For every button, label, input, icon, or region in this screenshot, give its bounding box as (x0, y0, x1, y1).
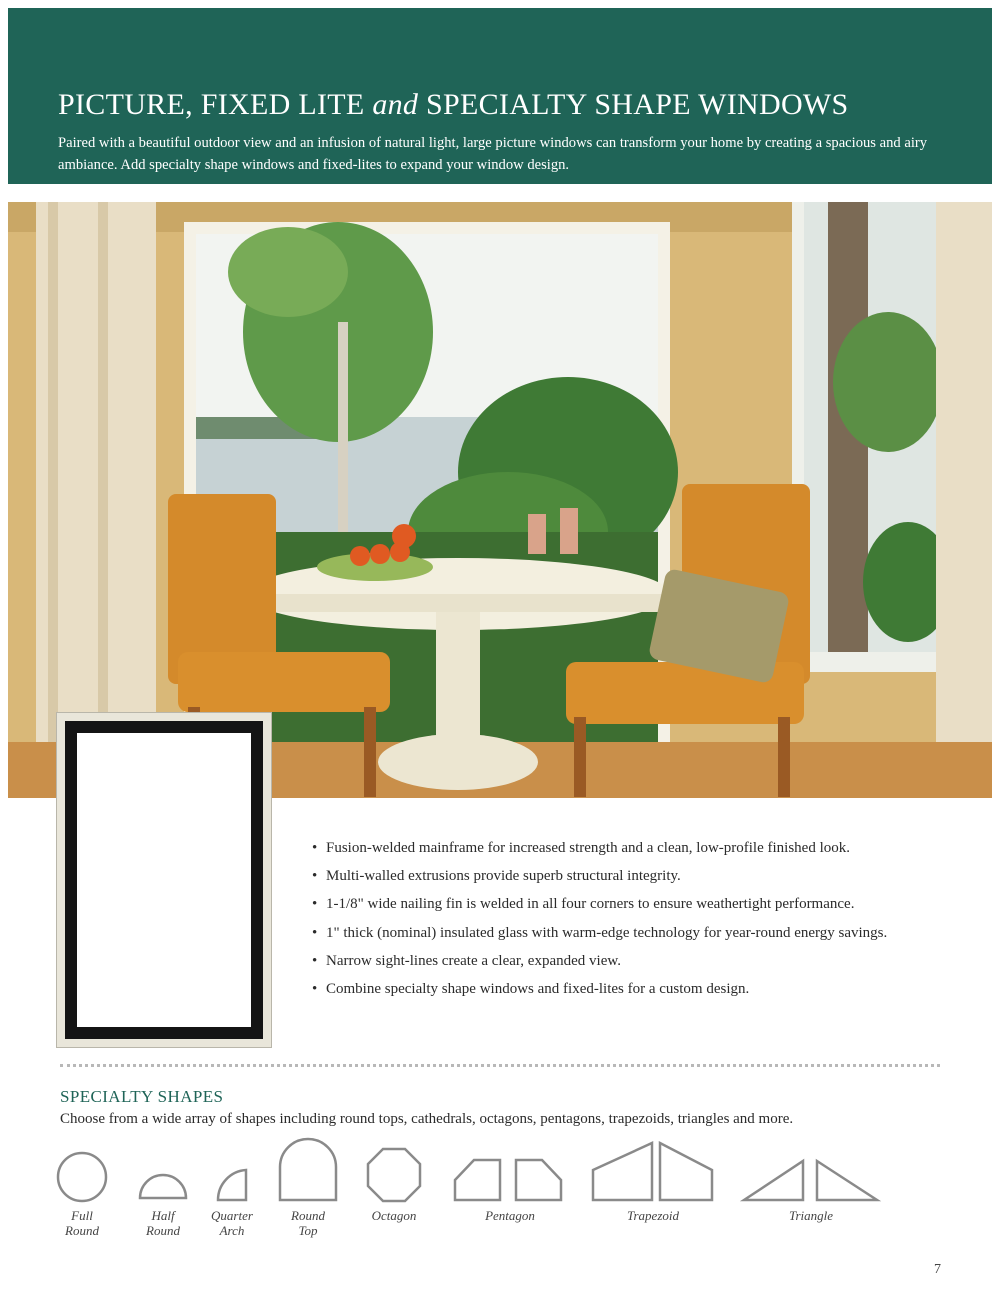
photo-illustration (8, 202, 992, 798)
shape-label-octagon (359, 1208, 429, 1223)
shape-label-half-round (133, 1208, 193, 1238)
quarter-arch-shape (218, 1170, 246, 1200)
feature-item: • Combine specialty shape windows and fixed-lites for a custom design. (312, 975, 887, 1003)
feature-item: • Multi-walled extrusions provide superb structural integrity. (312, 862, 887, 890)
feature-item: • Narrow sight-lines create a clear, expanded view. (312, 947, 887, 975)
page-title (58, 88, 849, 122)
half-round-shape (140, 1175, 186, 1198)
specialty-shapes-heading: SPECIALTY SHAPES (60, 1087, 224, 1106)
title-part-2: SPECIALTY SHAPE WINDOWS (418, 88, 849, 121)
shape-label-line: Arch (219, 1223, 245, 1238)
pentagon-shape-left (455, 1160, 500, 1200)
shape-label-line: Triangle (788, 1208, 834, 1223)
trapezoid-shape-right (660, 1143, 712, 1200)
shape-label-full-round (52, 1208, 112, 1238)
feature-item: • Fusion-welded mainframe for increased strength and a clean, low-profile finished look. (312, 834, 887, 862)
title-part-1: PICTURE, FIXED LITE (58, 88, 373, 121)
window-frame-sample (56, 712, 272, 1048)
round-top-shape (280, 1139, 336, 1200)
shape-label-line: Pentagon (485, 1208, 535, 1223)
triangle-shape-right (817, 1161, 877, 1200)
shape-label-line: Round (146, 1223, 180, 1238)
shape-label-trapezoid (613, 1208, 693, 1223)
shape-label-pentagon (470, 1208, 550, 1223)
dotted-divider (60, 1064, 940, 1067)
shape-label-line: Quarter (211, 1208, 253, 1223)
full-round-shape (58, 1153, 106, 1201)
shape-label-line: Top (298, 1223, 318, 1238)
intro-paragraph: Paired with a beautiful outdoor view and an infusion of natural light, large picture windows can transform your home by creating a spacious and airy ambiance. Add specialty shape windows and fixed-lites to expand your window design. (58, 135, 928, 173)
header-band (8, 8, 992, 184)
feature-item: • 1" thick (nominal) insulated glass with warm-edge technology for year-round energy savings. (312, 919, 887, 947)
feature-item: • 1-1/8" wide nailing fin is welded in all four corners to ensure weathertight performance. (312, 890, 887, 918)
feature-list (312, 834, 887, 1003)
shape-label-round-top (278, 1208, 338, 1238)
dining-room-photo (8, 202, 992, 798)
specialty-shapes-diagram (0, 1130, 1000, 1210)
window-frame-sample-glass (65, 721, 263, 1039)
pentagon-shape-right (516, 1160, 561, 1200)
page-number: 7 (934, 1262, 941, 1277)
shape-label-line: Trapezoid (626, 1208, 679, 1223)
shape-label-line: Round (65, 1223, 99, 1238)
title-and: and (372, 88, 419, 121)
shape-label-line: Half (151, 1208, 175, 1223)
trapezoid-shape-left (593, 1143, 652, 1200)
shape-label-line: Full (71, 1208, 93, 1223)
specialty-shapes-description: Choose from a wide array of shapes including round tops, cathedrals, octagons, pentagons, trapezoids, triangles and more. (60, 1111, 794, 1127)
shape-label-line: Octagon (371, 1208, 417, 1223)
octagon-shape (368, 1149, 420, 1201)
triangle-shape-left (744, 1161, 803, 1200)
shape-label-line: Round (291, 1208, 325, 1223)
shape-label-triangle (771, 1208, 851, 1223)
shape-label-quarter-arch (202, 1208, 262, 1238)
